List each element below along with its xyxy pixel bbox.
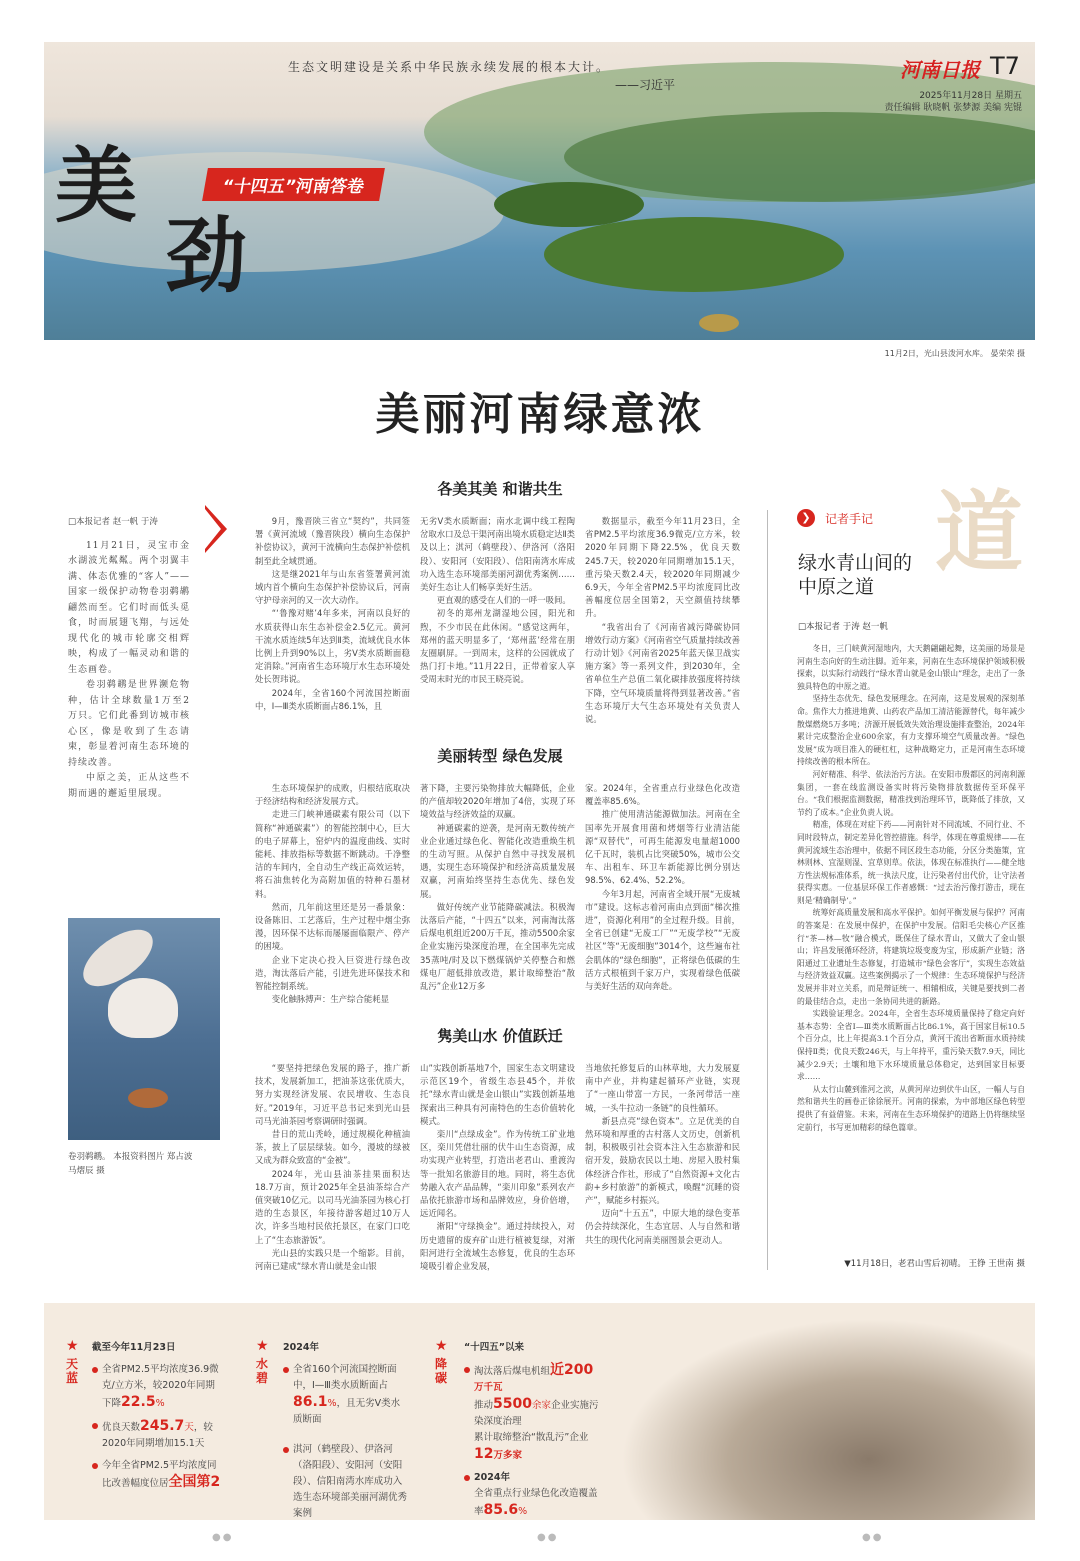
page-number: T7 [990, 52, 1020, 80]
stat-item [283, 1362, 408, 1428]
quote-author: ——习近平 [615, 78, 676, 92]
article-column [255, 1062, 410, 1273]
stat-value: 12 [474, 1446, 494, 1462]
paragraph: 这是继2021年与山东省签署黄河流域内首个横向生态保护补偿协议后，河南守护母亲河的又一次大动作。 [255, 568, 410, 606]
article-section [255, 1026, 745, 1281]
pagination-dots[interactable]: ●● [212, 1532, 234, 1543]
paragraph: 2024年，光山县油茶挂果面积达18.7万亩，预计2025年全县油茶综合产值突破10亿元。以司马光油茶园为核心打造的生态景区，年接待游客超过10万人次，许多当地村民依托景区，在家门口吃上了“生态旅游饭”。 [255, 1168, 410, 1245]
issue-date: 2025年11月28日 星期五 [919, 91, 1022, 101]
stat-block-sky [92, 1340, 222, 1492]
stat-value: 85.6 [483, 1502, 519, 1518]
article-column [420, 515, 575, 726]
series-banner: “十四五”河南答卷 [202, 168, 385, 201]
paragraph: 淅阳“守绿换金”。通过持续投入，对历史遗留的废弃矿山进行植被复绿，对淅阳河进行全流域生态修复，优良的生态环境吸引着企业发展， [420, 1221, 575, 1272]
stat-text: 今年全省PM2.5平均浓度同比改善幅度位居 [102, 1460, 217, 1489]
paragraph: 变化触脉搏声：生产综合能耗显 [271, 994, 390, 1005]
mountain-photo [620, 1318, 1035, 1520]
stat-unit: 余家 [531, 1400, 551, 1411]
paragraph: 河好精准、科学、依法治污方法。在安阳市殷都区的河南利源集团，一套在线监测设备实时将污染物排放数据传至环保平台。“我们根据监测数据，精准找到治理环节，既降低了排放，又节约了成本。”企业负责人说。 [797, 769, 1025, 817]
paragraph: 更直观的感受在人们的一呼一吸间。 [436, 595, 571, 606]
stat-block-water [283, 1340, 408, 1522]
stat-unit: 万多家 [493, 1450, 522, 1461]
background-character: 道 [935, 480, 1024, 584]
stat-text: 全省160个河流国控断面中，Ⅰ—Ⅲ类水质断面占 [293, 1364, 397, 1391]
masthead-logo: 河南日报 [900, 58, 980, 82]
paragraph: 做好传统产业节能降碳减法。积极淘汰落后产能，“十四五”以来，河南淘汰落后煤电机组近200万千瓦，推动5500余家企业实施污染深度治理，在全国率先完成35蒸吨/时及以下燃煤锅炉关停整合和燃煤电厂超低排放改造，累计取缔整治“散乱污”企业12万多 [420, 901, 575, 992]
article-column [420, 782, 575, 1006]
chevron-right-icon: ❯ [797, 509, 815, 527]
calligraphy-mei: 美 [55, 138, 138, 234]
photo-caption: ▼11月18日，老君山雪后初晴。 王铮 王世南 摄 [844, 1259, 1025, 1269]
hero-caption: 11月2日，光山县泼河水库。 晏荣荣 摄 [884, 349, 1025, 358]
stat-unit: % [155, 1398, 165, 1409]
stat-item [92, 1418, 222, 1452]
paragraph: 神通碳素的逆袭，是河南无数传统产业企业通过绿色化、智能化改造重焕生机的生动写照。从保护自然中寻找发展机遇，实现生态环境保护和经济高质量发展双赢，河南始终坚持生态优先、绿色发展。 [420, 822, 575, 899]
paragraph: 著下降，主要污染物排放大幅降低，企业的产值却较2020年增加了4倍，实现了环境效益与经济效益的双赢。 [420, 783, 575, 820]
stat-value: 245.7 [140, 1418, 185, 1434]
section-heading: 隽美山水 价值跃迁 [437, 1027, 563, 1045]
paragraph: 昔日的荒山秃岭，通过规模化种植油茶，披上了层层绿装。如今，漫坡的绿被又成为群众致富的“金被”。 [255, 1129, 410, 1166]
stat-unit: % [518, 1506, 528, 1517]
star-icon: ★ [66, 1338, 79, 1354]
stat-value: 近200 [550, 1362, 594, 1378]
stat-item [464, 1470, 604, 1520]
paragraph: 企业下定决心投入巨资进行绿色改造，淘汰落后产能，引进先进环保技术和智能控制系统。 [255, 954, 410, 992]
paragraph: 初冬的郑州龙湖湿地公园，阳光和煦，不少市民在此休闲。“感觉这两年，郑州的蓝天明显多了，‘郑州蓝’经常在朋友圈刷屏。一到周末，这样的公园就成了热门打卡地。”11月22日，正带着家人享受周末时光的市民王晓亮说。 [420, 608, 575, 685]
stat-value: 86.1 [293, 1394, 328, 1410]
paragraph: 栾川“点绿成金”。作为传统工矿业地区，栾川凭借壮丽的伏牛山生态资源，成功实现产业转型，打造出老君山、重渡沟等一批知名旅游目的地。同时，将生态优势融入农产品品牌，“栾川印象”系列农产品依托旅游市场和品牌效应，身价倍增，远近闻名。 [420, 1129, 575, 1219]
paragraph: 9月，豫晋陕三省立“契约”，共同签署《黄河流域（豫晋陕段）横向生态保护补偿协议》，黄河干流横向生态保护补偿机制至此全域贯通。 [255, 516, 410, 566]
byline: □本报记者 于涛 赵一帆 [798, 622, 888, 632]
stat-label: 水碧 [256, 1357, 269, 1385]
stat-text: 推动 [474, 1400, 494, 1411]
article-column [255, 515, 410, 726]
stat-item [92, 1362, 222, 1412]
stat-value: 5500 [493, 1396, 532, 1412]
article-section [255, 746, 745, 1026]
paragraph: 坚持生态优先、绿色发展理念。在河南，这是发展观的深刻革命。焦作大力推进地黄、山药农产品加工清洁能源替代，每年减少散煤燃烧5万多吨；济源开展低效失效治理设施排查整治，2024年累计完成整治企业600余家，有力支撑环境空气质量改善。“绿色发展”成为项目准入的硬杠杠，这种战略定力，正是河南生态环境持续改善的根本所在。 [797, 694, 1025, 767]
paragraph: 光山县的实践只是一个缩影。目前，河南已建成“绿水青山就是金山银 [255, 1247, 410, 1272]
stat-text: 累计取缔整治“散乱污”企业 [474, 1432, 589, 1443]
stat-label: 天蓝 [66, 1357, 79, 1385]
arrow-inner [205, 509, 221, 549]
stat-item [464, 1362, 604, 1464]
photo-caption: 卷羽鹈鹕。 本报资料图片 郑占波 马熠辰 摄 [68, 1152, 193, 1176]
notes-body [797, 643, 1025, 1134]
column-divider [767, 510, 768, 1270]
paragraph: “‘鲁豫对赌’4年多来，河南以良好的水质获得山东生态补偿金2.5亿元。黄河干流水质连续5年达到Ⅱ类，流域优良水体比例上升到90%以上，劣Ⅴ类水质断面稳定消除。”河南省生态环境厅水生态环境处处长贺玮说。 [255, 608, 410, 685]
stat-unit: 万千瓦 [474, 1382, 503, 1393]
paragraph: 从太行山麓到淮河之滨，从黄河岸边到伏牛山区，一幅人与自然和谐共生的画卷正徐徐展开。河南的探索，为中部地区绿色转型提供了有益借鉴。未来，河南在生态环境保护的道路上仍将继续坚定前行，书写更加精彩的绿色篇章。 [797, 1084, 1025, 1132]
stat-text: 优良天数 [102, 1422, 141, 1433]
paragraph: 冬日，三门峡黄河湿地内，大天鹅翩翩起舞，这美丽的场景是河南生态向好的生动注脚。近年来，河南在生态环境保护领域积极探索，以实际行动践行“绿水青山就是金山银山”理念，走出了一条独具特色的中原之道。 [797, 644, 1025, 691]
calligraphy-jin: 劲 [165, 208, 248, 304]
stat-text: ，且无劣Ⅴ类水质断面 [293, 1398, 401, 1425]
byline: □本报记者 赵一帆 于涛 [68, 517, 158, 527]
star-icon: ★ [256, 1338, 269, 1354]
paragraph: 精准，体现在对症下药——河南针对不同流域、不同行业、不同时段特点，制定差异化管控措施。科学，体现在尊重规律——在黄河流域生态治理中，依据不同区段生态功能，分区分类施策，宜林则林、宜湿则湿、宜草则草。依法，体现在标准执行——健全地方性法规标准体系，统一执法尺度，让污染者付出代价，让守法者获得实惠。一位基层环保工作者感慨：“过去治污像打游击，现在则是‘精确制导’。” [797, 820, 1025, 905]
stat-text: 全省PM2.5平均浓度36.9微克/立方米，较2020年同期下降 [102, 1364, 219, 1409]
pelican-photo [68, 918, 220, 1140]
stat-unit: % [327, 1398, 337, 1409]
paragraph: “要坚持把绿色发展的路子，推广新技术，发展新加工，把油茶这张优质大，努力实现经济发展、农民增收、生态良好。”2019年，习近平总书记来到光山县司马光油茶园考察调研时强调。 [255, 1063, 410, 1126]
section-heading: 美丽转型 绿色发展 [437, 747, 563, 765]
lead-sidebar [68, 515, 190, 802]
paragraph: 生态环境保护的成败，归根结底取决于经济结构和经济发展方式。 [255, 783, 410, 807]
stat-heading: “十四五”以来 [464, 1342, 524, 1353]
article-section [255, 479, 745, 746]
notes-label: 记者手记 [825, 512, 874, 526]
paragraph: 新县点亮“绿色资本”。立足优美的自然环境和厚重的古村落人文历史，创新机制，积极吸引社会资本注入生态旅游和民宿开发，鼓励农民以土地、房屋入股村集体经济合作社，形成了“自然资源+文化古韵+乡村旅游”的新模式，唤醒“沉睡的资产”，赋能乡村振兴。 [585, 1115, 740, 1206]
stat-block-carbon [464, 1340, 604, 1520]
pagination-dots[interactable]: ●● [862, 1532, 884, 1543]
stat-item [92, 1458, 222, 1492]
stat-value: 全国第2 [168, 1474, 221, 1490]
paragraph: 迈向“十五五”，中原大地的绿色变革仍会持续深化，生态宜居、人与自然和谐共生的现代化河南美丽图景会更动人。 [585, 1208, 740, 1245]
paragraph: 家。2024年，全省重点行业绿色化改造覆盖率85.6%。 [585, 783, 740, 807]
paragraph: 实践验证理念。2024年，全省生态环境质量保持了稳定向好基本态势：全省Ⅰ—Ⅲ类水质断面占比86.1%，高于国家目标10.5个百分点，比上年提高3.1个百分点，黄河干流出省断面水质持续保持Ⅱ类；优良天数246天，与上年持平，重污染天数7.9天，同比减少2.9天；土壤和地下水环境质量总体稳定，达到国家目标要求…… [797, 1009, 1025, 1082]
section-heading: 各美其美 和谐共生 [437, 480, 563, 498]
stat-heading: 2024年 [283, 1342, 319, 1353]
stat-text: 淘汰落后煤电机组 [474, 1366, 551, 1377]
star-icon: ★ [435, 1338, 448, 1354]
article-column [585, 1062, 740, 1273]
article-column [255, 782, 410, 1006]
paragraph: 走进三门峡神通碳素有限公司（以下简称“神通碳素”）的智能控制中心，巨大的电子屏幕上，窑炉内的温度曲线、实时能耗、排放指标等数据不断跳动。千净整洁的车间内，全自动生产线正高效运转，将石油焦转化为高附加值的特种石墨材料。 [255, 809, 410, 899]
paragraph: 然而，几年前这里还是另一番景象：设备陈旧、工艺落后，生产过程中烟尘弥漫，因环保不达标而屡屡面临限产、停产的困境。 [255, 901, 410, 952]
notes-title: 绿水青山间的中原之道 [798, 552, 913, 598]
paragraph: “我省出台了《河南省减污降碳协同增效行动方案》《河南省空气质量持续改善行动计划》《河南省2025年蓝天保卫战实施方案》等一系列文件，到2030年，全省单位生产总值二氧化碳排放强度将持续下降，空气环境质量将得到显著改善。”省生态环境厅大气生态环境处有关负责人说。 [585, 621, 740, 725]
paragraph: 推广使用清洁能源做加法。河南在全国率先开展食用菌和烤烟等行业清洁能源“双替代”，可再生能源发电量超1000亿千瓦时，装机占比突破50%，城市公交车、出租车、环卫车新能源比例分别达98.5%、62.4%、52.2%。 [585, 809, 740, 886]
paragraph: 统筹好高质量发展和高水平保护。如何平衡发展与保护？河南的答案是：在发展中保护，在保护中发展。信阳毛尖核心产区推行“茶—林—牧”融合模式，既保住了绿水青山，又做大了金山银山；许昌发展循环经济，将建筑垃圾变废为宝，形成新产业链；洛阳通过工业遗址生态修复，打造城市“绿色会客厅”，实现生态效益与经济效益双赢。这些案例揭示了一个规律：生态环境保护与经济发展并非对立关系，而是辩证统一、相辅相成，关键是要找到二者的最佳结合点，走出一条协同共进的新路。 [797, 908, 1025, 1006]
paragraph: 山”实践创新基地7个，国家生态文明建设示范区19个，省级生态县45个，并依托“绿水青山就是金山银山”实践创新基地探索出三种具有河南特色的生态价值转化模式。 [420, 1063, 575, 1126]
stat-text: ，较2020年同期增加15.1天 [102, 1422, 213, 1449]
paragraph: 数据显示，截至今年11月23日，全省PM2.5平均浓度36.9微克/立方米，较2020年同期下降22.5%，优良天数245.7天，较2020年同期增加15.1天，重污染天数2.4天，较2020年同期减少6.9天，今年全省PM2.5平均浓度同比改善幅度位居全国第2，天空颜值持续攀升。 [585, 516, 740, 619]
pagination-dots[interactable]: ●● [537, 1532, 559, 1543]
stat-unit: 天 [184, 1422, 194, 1433]
stat-text: 企业实施污染深度治理 [474, 1400, 599, 1427]
article-column [585, 515, 740, 726]
stat-heading: 截至今年11月23日 [92, 1342, 176, 1353]
main-article [255, 479, 745, 1281]
stat-text: 全省重点行业绿色化改造覆盖率 [474, 1488, 598, 1517]
quote: 生态文明建设是关系中华民族永续发展的根本大计。 [288, 60, 611, 74]
article-column [585, 782, 740, 1006]
article-column [420, 1062, 575, 1273]
stat-text: 淇河（鹤壁段）、伊洛河（洛阳段）、安阳河（安阳段）、信阳南湾水库成功入选生态环境部美丽河湖优秀案例 [293, 1444, 408, 1519]
stat-item [283, 1442, 408, 1522]
paragraph: 卷羽鹈鹕是世界濒危物种，估计全球数量1万至2万只。它们此番到访城市核心区，像是收到了生态请柬，彰显着河南生态环境的持续改善。 [68, 680, 190, 768]
paragraph: 今年3月起，河南省全域开展“无废城市”建设。这标志着河南由点到面“梯次推进”，资源化利用”的全过程升级。目前，全省已创建“无废工厂”“无废学校”“无废社区”等“无废细胞”3014个，这些遍布社会肌体的“绿色细胞”，正将绿色低碳的生活方式根植到千家万户，实现着绿色低碳与美好生活的双向奔赴。 [585, 888, 740, 992]
paragraph: 11月21日，灵宝市金水湖波光粼粼。两个羽翼丰满、体态优雅的“客人”——国家一级保护动物卷羽鹈鹕翩然而至。它们时而低头觅食，时而展翅飞翔，与远处现代化的城市轮廓交相辉映，构成了一幅灵动和谐的生态画卷。 [68, 540, 190, 675]
paragraph: 2024年，全省160个河流国控断面中，Ⅰ—Ⅲ类水质断面占86.1%，且 [255, 687, 410, 711]
stat-heading: 2024年 [474, 1472, 510, 1483]
stat-value: 22.5 [121, 1394, 156, 1410]
page-title: 美丽河南绿意浓 [375, 389, 705, 440]
stat-label: 降碳 [435, 1357, 448, 1385]
paragraph: 中原之美，正从这些不期而遇的邂逅里展现。 [68, 773, 190, 799]
editors: 责任编辑 耿晓帆 张梦源 美编 宪锟 [884, 103, 1022, 113]
paragraph: 无劣Ⅴ类水质断面；南水北调中线工程陶岔取水口及总干渠河南出境水质稳定达Ⅱ类及以上；淇河（鹤壁段）、伊洛河（洛阳段）、安阳河（安阳段）、信阳南湾水库成功入选生态环境部美丽河湖优秀案例……美好生态让人们畅享美好生活。 [420, 516, 575, 593]
paragraph: 当地依托修复后的山林草地，大力发展夏南中产业，并构建起循环产业链，实现了“一座山带富一方民，一条河带活一座城，一头牛拉动一条链”的良性循环。 [585, 1063, 740, 1113]
